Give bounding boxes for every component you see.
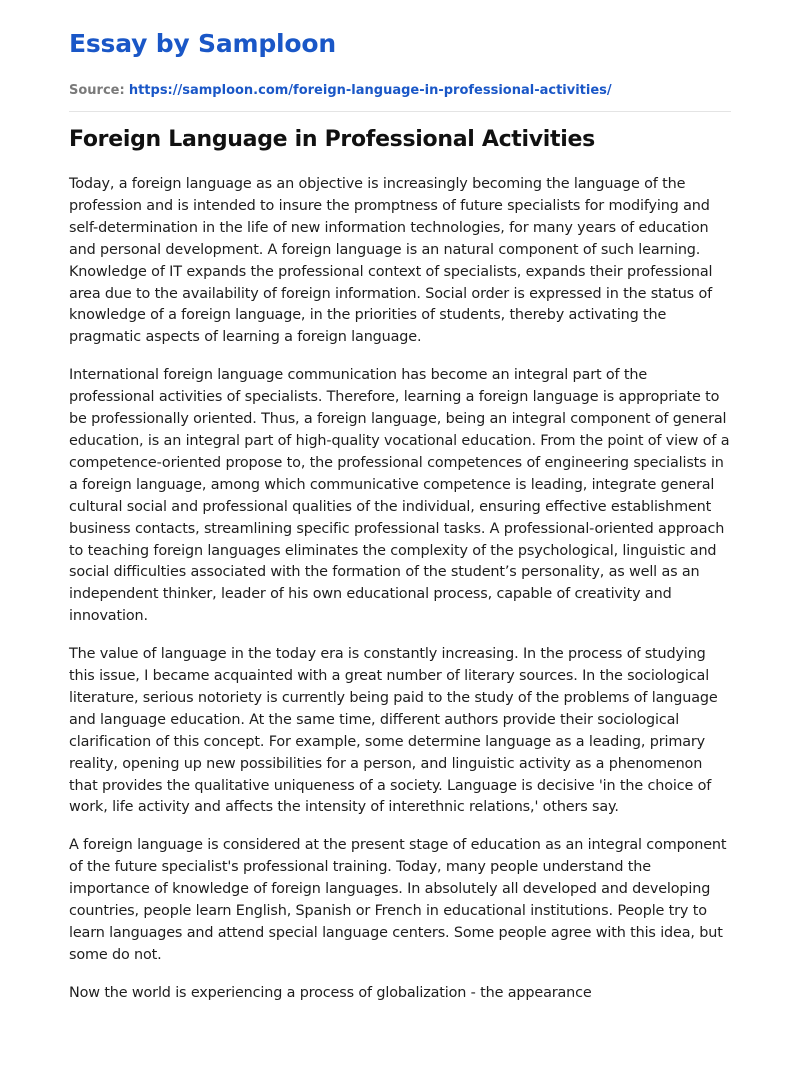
article-paragraph: Now the world is experiencing a process of globalization - the appearance <box>69 984 592 1001</box>
source-label: Source: <box>69 83 125 98</box>
header-divider <box>69 111 731 112</box>
site-brand[interactable]: Essay by Samploon <box>69 29 336 58</box>
article-paragraph: A foreign language is considered at the present stage of education as an integral component of the future specialist's professional training. Today, many people understand the importance of knowledge of foreign languages. In absolutely all developed and developing countries, people learn English, Spanish or French in educational institutions. People try to learn languages and attend special language centers. Some people agree with this idea, but some do not. <box>69 837 727 963</box>
article-body <box>69 174 731 1005</box>
source-link[interactable]: https://samploon.com/foreign-language-in-professional-activities/ <box>128 83 612 98</box>
article-paragraph: Today, a foreign language as an objective is increasingly becoming the language of the profession and is intended to insure the promptness of future specialists for modifying and self-determination in the life of new information technologies, for many years of education and personal development. A foreign language is an natural component of such learning. Knowledge of IT expands the professional context of specialists, expands their professional area due to the availability of foreign information. Social order is expressed in the status of knowledge of a foreign language, in the priorities of students, thereby activating the pragmatic aspects of learning a foreign language. <box>69 176 713 346</box>
article-title: Foreign Language in Professional Activities <box>69 127 595 152</box>
article-paragraph: The value of language in the today era is constantly increasing. In the process of studying this issue, I became acquainted with a great number of literary sources. In the sociological literature, serious notoriety is currently being paid to the study of the problems of language and language education. At the same time, different authors provide their sociological clarification of this concept. For example, some determine language as a leading, primary reality, opening up new possibilities for a person, and linguistic activity as a phenomenon that provides the qualitative uniqueness of a society. Language is decisive 'in the choice of work, life activity and affects the intensity of interethnic relations,' others say. <box>69 646 718 816</box>
article-paragraph: International foreign language communication has become an integral part of the professional activities of specialists. Therefore, learning a foreign language is appropriate to be professionally oriented. Thus, a foreign language, being an integral component of general education, is an integral part of high-quality vocational education. From the point of view of a competence-oriented propose to, the professional competences of engineering specialists in a foreign language, among which communicative competence is leading, integrate general cultural social and professional qualities of the individual, ensuring effective establishment business contacts, streamlining specific professional tasks. A professional-oriented approach to teaching foreign languages eliminates the complexity of the psychological, linguistic and social difficulties associated with the formation of the student’s personality, as well as an independent thinker, leader of his own educational process, capable of creativity and innovation. <box>69 367 730 625</box>
document-page <box>69 28 731 1021</box>
source-line <box>69 82 731 100</box>
